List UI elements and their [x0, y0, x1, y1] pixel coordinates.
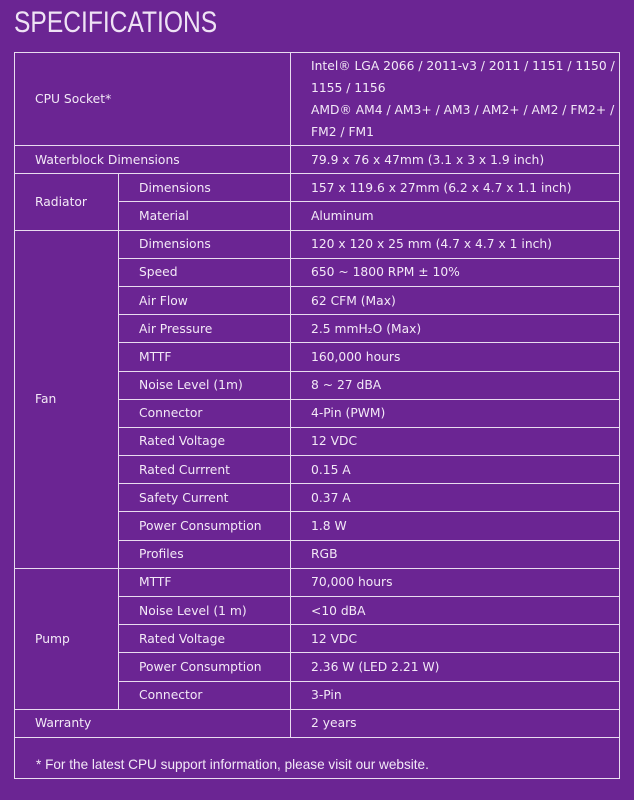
pump-spec-label: Connector: [119, 681, 291, 709]
fan-spec-label: Rated Currrent: [119, 456, 291, 484]
fan-spec-value: 650 ~ 1800 RPM ± 10%: [291, 258, 620, 286]
page-title: SPECIFICATIONS: [14, 6, 218, 39]
radiator-spec-value: Aluminum: [291, 202, 620, 230]
pump-spec-label: Rated Voltage: [119, 625, 291, 653]
fan-spec-value: 0.15 A: [291, 456, 620, 484]
cpu-socket-label: CPU Socket*: [15, 53, 291, 146]
radiator-spec-value: 157 x 119.6 x 27mm (6.2 x 4.7 x 1.1 inch): [291, 174, 620, 202]
cpu-socket-line: Intel® LGA 2066 / 2011-v3 / 2011 / 1151 / 1150 /: [311, 59, 615, 73]
fan-spec-label: Air Pressure: [119, 315, 291, 343]
pump-spec-value: <10 dBA: [291, 597, 620, 625]
cpu-socket-value: [291, 53, 620, 146]
fan-spec-value: 4-Pin (PWM): [291, 399, 620, 427]
cpu-socket-line: FM2 / FM1: [311, 125, 374, 139]
fan-spec-value: 8 ~ 27 dBA: [291, 371, 620, 399]
pump-spec-label: Noise Level (1 m): [119, 597, 291, 625]
fan-spec-value: 1.8 W: [291, 512, 620, 540]
fan-spec-value: 12 VDC: [291, 427, 620, 455]
fan-spec-label: Safety Current: [119, 484, 291, 512]
row-radiator: [15, 174, 620, 202]
fan-spec-label: Air Flow: [119, 286, 291, 314]
fan-spec-label: Speed: [119, 258, 291, 286]
fan-spec-label: Profiles: [119, 540, 291, 568]
fan-spec-value: RGB: [291, 540, 620, 568]
fan-group-label: Fan: [15, 230, 119, 568]
row-pump: [15, 568, 620, 596]
radiator-spec-label: Material: [119, 202, 291, 230]
fan-spec-label: MTTF: [119, 343, 291, 371]
waterblock-value: 79.9 x 76 x 47mm (3.1 x 3 x 1.9 inch): [291, 146, 620, 174]
row-fan: [15, 230, 620, 258]
fan-spec-label: Noise Level (1m): [119, 371, 291, 399]
pump-group-label: Pump: [15, 568, 119, 709]
fan-spec-value: 160,000 hours: [291, 343, 620, 371]
pump-spec-value: 12 VDC: [291, 625, 620, 653]
row-warranty: [15, 709, 620, 737]
pump-spec-label: Power Consumption: [119, 653, 291, 681]
fan-spec-value: 2.5 mmH₂O (Max): [291, 315, 620, 343]
fan-spec-value: 120 x 120 x 25 mm (4.7 x 4.7 x 1 inch): [291, 230, 620, 258]
fan-spec-value: 62 CFM (Max): [291, 286, 620, 314]
waterblock-label: Waterblock Dimensions: [15, 146, 291, 174]
radiator-spec-label: Dimensions: [119, 174, 291, 202]
warranty-value: 2 years: [291, 709, 620, 737]
fan-spec-value: 0.37 A: [291, 484, 620, 512]
row-waterblock: [15, 146, 620, 174]
spec-table: [14, 52, 620, 779]
cpu-socket-line: AMD® AM4 / AM3+ / AM3 / AM2+ / AM2 / FM2+ /: [311, 103, 615, 117]
pump-spec-label: MTTF: [119, 568, 291, 596]
fan-spec-label: Power Consumption: [119, 512, 291, 540]
fan-spec-label: Rated Voltage: [119, 427, 291, 455]
radiator-group-label: Radiator: [15, 174, 119, 230]
fan-spec-label: Dimensions: [119, 230, 291, 258]
row-cpu-socket: [15, 53, 620, 146]
warranty-label: Warranty: [15, 709, 291, 737]
pump-spec-value: 70,000 hours: [291, 568, 620, 596]
pump-spec-value: 3-Pin: [291, 681, 620, 709]
pump-spec-value: 2.36 W (LED 2.21 W): [291, 653, 620, 681]
cpu-socket-line: 1155 / 1156: [311, 81, 386, 95]
fan-spec-label: Connector: [119, 399, 291, 427]
footnote: * For the latest CPU support information, please visit our website.: [36, 757, 429, 772]
